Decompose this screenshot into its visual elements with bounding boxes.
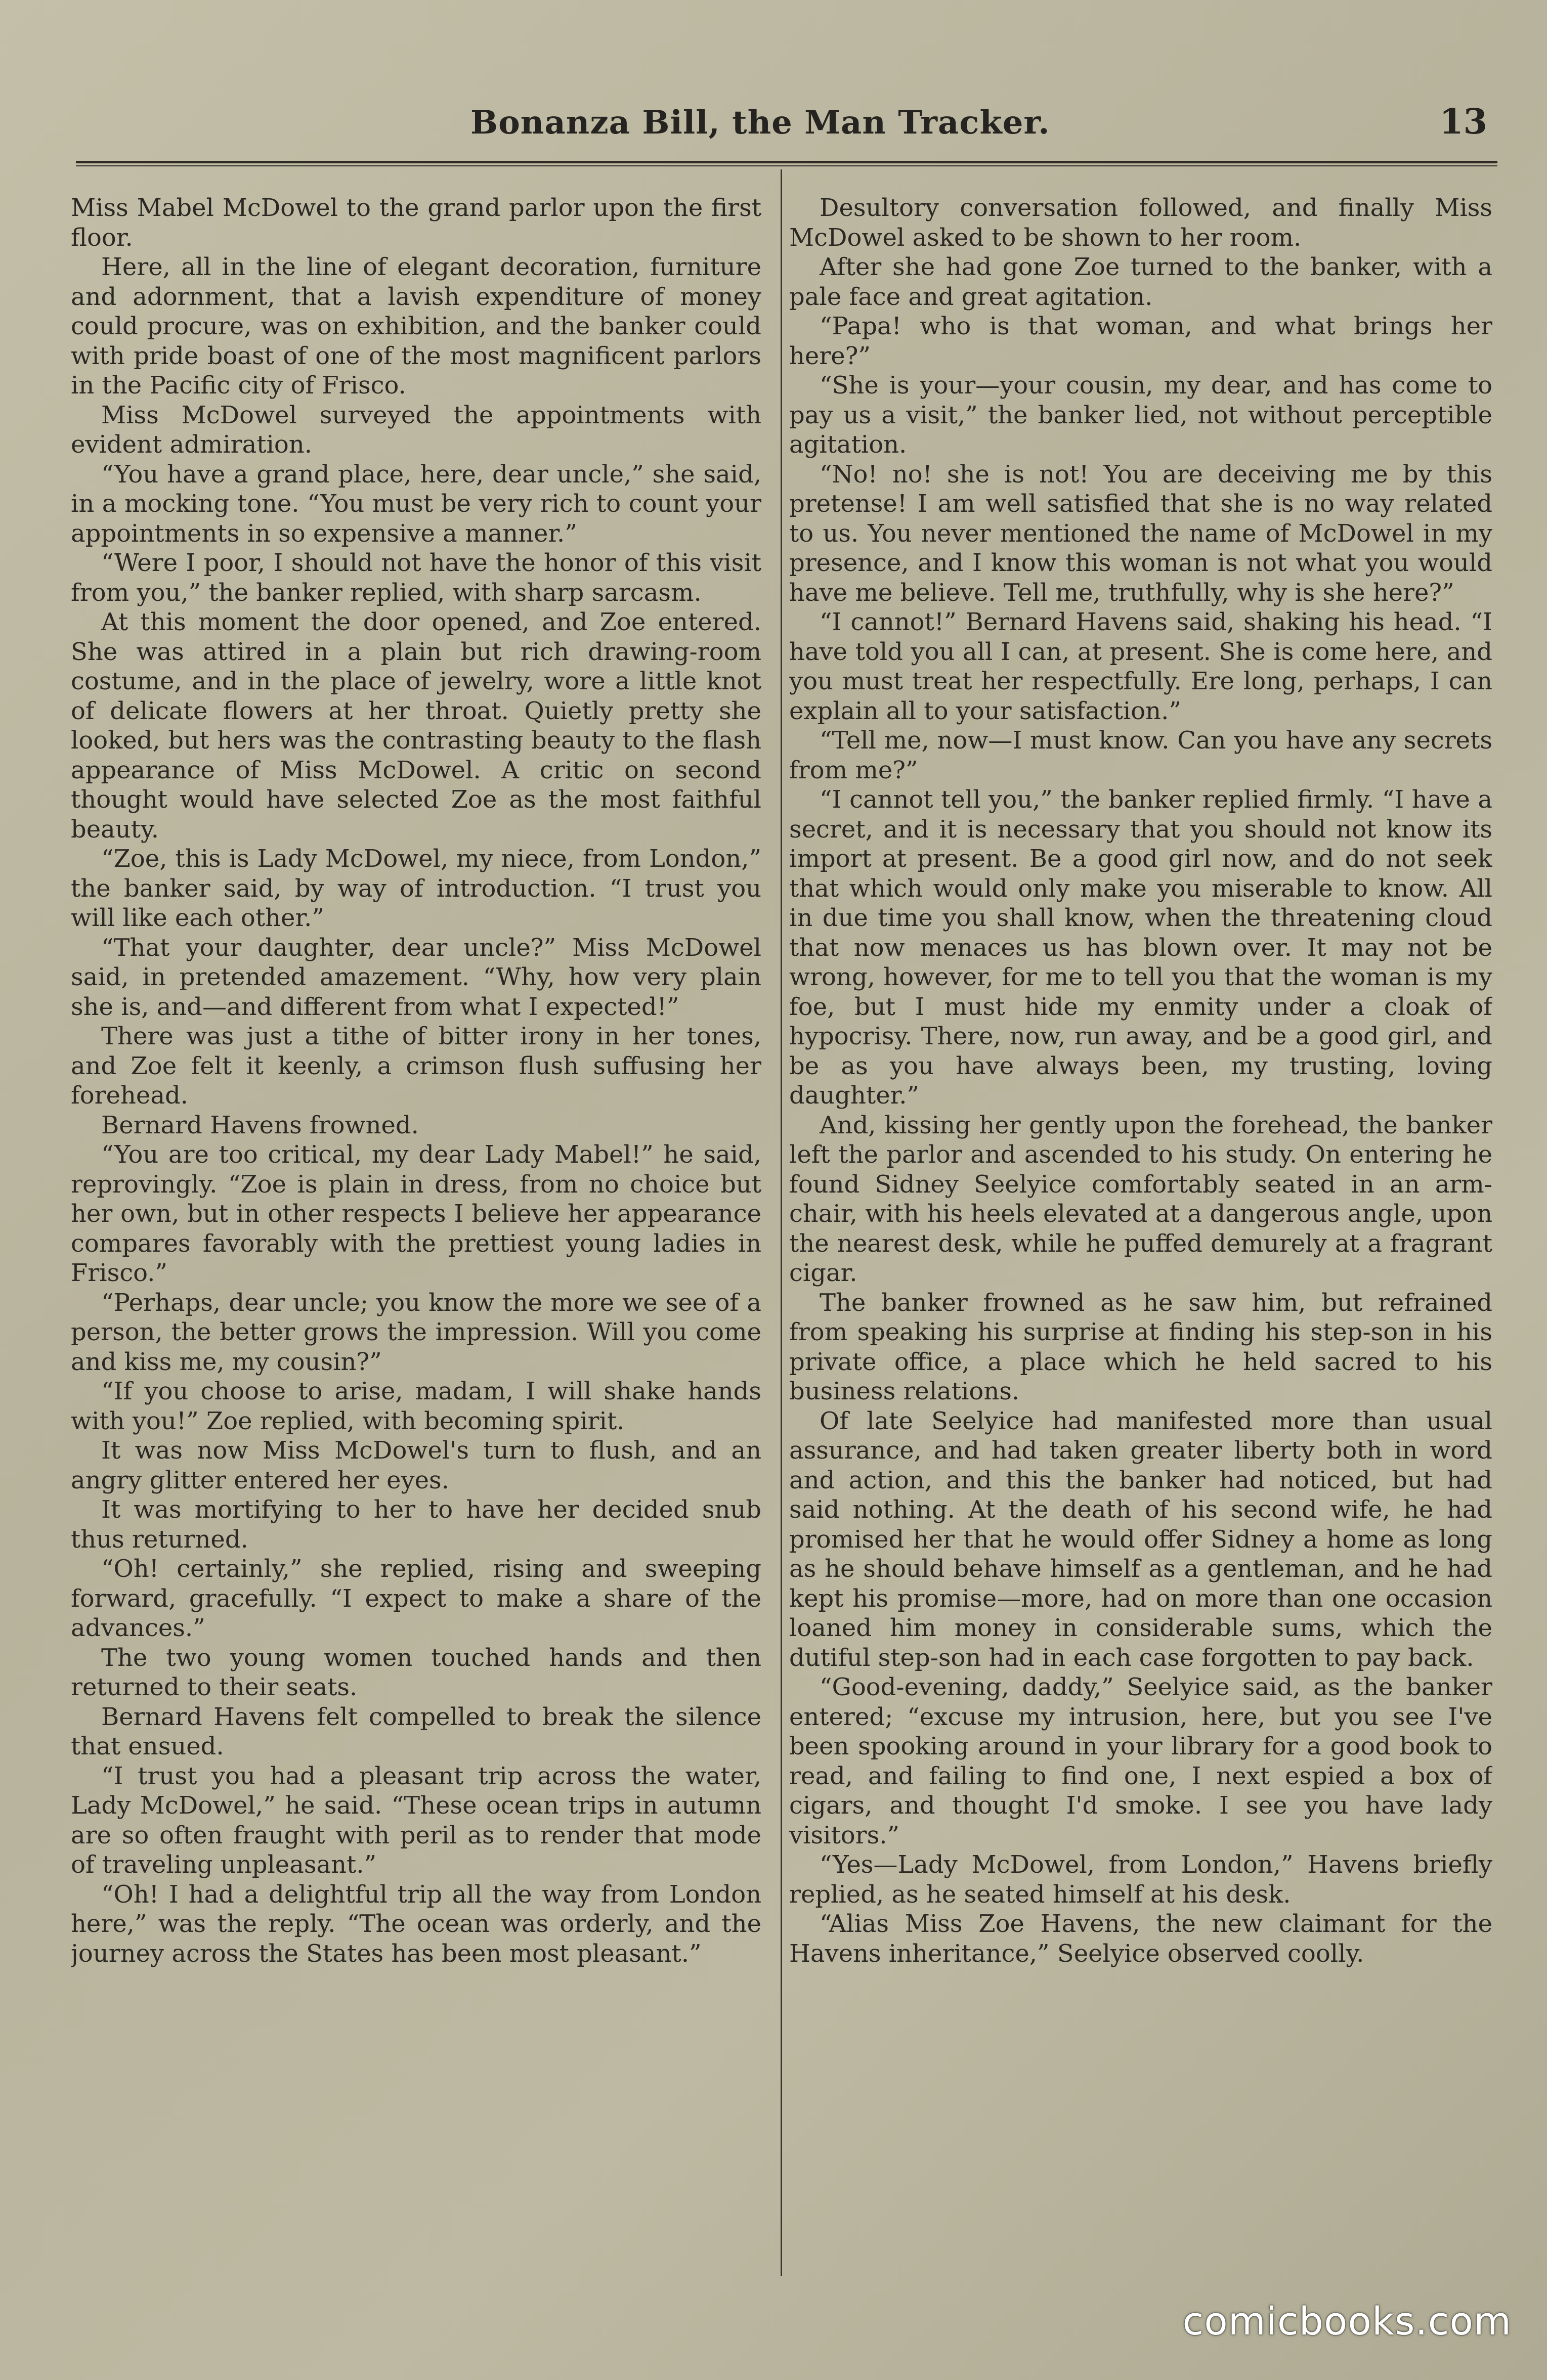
paragraph: Bernard Havens felt compelled to break the silence that ensued.: [71, 1702, 761, 1760]
paragraph: “You have a grand place, here, dear uncle,” she said, in a mocking tone. “You must be very rich to count your appointments in so expensive a manner.”: [71, 460, 761, 548]
column-divider: [781, 169, 782, 2276]
paragraph: After she had gone Zoe turned to the banker, with a pale face and great agitation.: [789, 253, 1492, 311]
paragraph: Of late Seelyice had manifested more than usual assurance, and had taken greater liberty both in word and action, and this the banker had noticed, but had said nothing. At the death of his second wife, he had promised her that he would offer Sidney a home as long as he should behave himself as a gentleman, and he had kept his promise—more, had on more than one occasion loaned him money in considerable sums, which the dutiful step-son had in each case forgotten to pay back.: [789, 1406, 1492, 1672]
paragraph: Miss McDowel surveyed the appointments with evident admiration.: [71, 401, 761, 459]
page-number: 13: [1439, 102, 1487, 142]
page-header: [76, 94, 1497, 149]
paragraph: “Tell me, now—I must know. Can you have any secrets from me?”: [789, 726, 1492, 784]
paragraph: “Oh! I had a delightful trip all the way from London here,” was the reply. “The ocean was orderly, and the journey across the States has been most pleasant.”: [71, 1880, 761, 1968]
header-rule: [76, 161, 1497, 166]
left-column: [71, 193, 761, 2277]
paragraph: It was mortifying to her to have her decided snub thus returned.: [71, 1495, 761, 1554]
paragraph: Miss Mabel McDowel to the grand parlor upon the first floor.: [71, 194, 761, 252]
paragraph: “Yes—Lady McDowel, from London,” Havens briefly replied, as he seated himself at his desk.: [789, 1850, 1492, 1909]
paragraph: Here, all in the line of elegant decoration, furniture and adornment, that a lavish expenditure of money could procure, was on exhibition, and the banker could with pride boast of one of the most magnificent parlors in the Pacific city of Frisco.: [71, 253, 761, 400]
paragraph: “Good-evening, daddy,” Seelyice said, as the banker entered; “excuse my intrusion, here, but you see I've been spooking around in your library for a good book to read, and failing to find one, I next espied a box of cigars, and thought I'd smoke. I see you have lady visitors.”: [789, 1673, 1492, 1849]
paragraph: Desultory conversation followed, and finally Miss McDowel asked to be shown to her room.: [789, 194, 1492, 252]
paragraph: “No! no! she is not! You are deceiving me by this pretense! I am well satisfied that she is no way related to us. You never mentioned the name of McDowel in my presence, and I know this woman is not what you would have me believe. Tell me, truthfully, why is she here?”: [789, 460, 1492, 607]
paragraph: “Papa! who is that woman, and what brings her here?”: [789, 312, 1492, 370]
paragraph: “If you choose to arise, madam, I will shake hands with you!” Zoe replied, with becoming spirit.: [71, 1377, 761, 1435]
paragraph: “I trust you had a pleasant trip across the water, Lady McDowel,” he said. “These ocean trips in autumn are so often fraught with peril as to render that mode of traveling unpleasant.”: [71, 1761, 761, 1879]
paragraph: “I cannot tell you,” the banker replied firmly. “I have a secret, and it is necessary that you should not know its import at present. Be a good girl now, and do not seek that which would only make you miserable to know. All in due time you shall know, when the threatening cloud that now menaces us has blown over. It may not be wrong, however, for me to tell you that the woman is my foe, but I must hide my enmity under a cloak of hypocrisy. There, now, run away, and be a good girl, and be as you have always been, my trusting, loving daughter.”: [789, 785, 1492, 1110]
paragraph: There was just a tithe of bitter irony in her tones, and Zoe felt it keenly, a crimson flush suffusing her forehead.: [71, 1022, 761, 1110]
paragraph: At this moment the door opened, and Zoe entered. She was attired in a plain but rich drawing-room costume, and in the place of jewelry, wore a little knot of delicate flowers at her throat. Quietly pretty she looked, but hers was the contrasting beauty to the flash appearance of Miss McDowel. A critic on second thought would have selected Zoe as the most faithful beauty.: [71, 608, 761, 844]
paragraph: “Zoe, this is Lady McDowel, my niece, from London,” the banker said, by way of introduction. “I trust you will like each other.”: [71, 845, 761, 932]
paragraph: The banker frowned as he saw him, but refrained from speaking his surprise at finding his step-son in his private office, a place which he held sacred to his business relations.: [789, 1288, 1492, 1405]
watermark: comicbooks.com: [1182, 2299, 1512, 2344]
paragraph: “That your daughter, dear uncle?” Miss McDowel said, in pretended amazement. “Why, how very plain she is, and—and different from what I expected!”: [71, 933, 761, 1021]
paragraph: “Alias Miss Zoe Havens, the new claimant for the Havens inheritance,” Seelyice observed coolly.: [789, 1910, 1492, 1968]
paragraph: “I cannot!” Bernard Havens said, shaking his head. “I have told you all I can, at present. She is come here, and you must treat her respectfully. Ere long, perhaps, I can explain all to your satisfaction.”: [789, 608, 1492, 725]
running-title: Bonanza Bill, the Man Tracker.: [470, 104, 1050, 142]
paragraph: The two young women touched hands and then returned to their seats.: [71, 1643, 761, 1701]
paragraph: It was now Miss McDowel's turn to flush, and an angry glitter entered her eyes.: [71, 1436, 761, 1494]
paragraph: Bernard Havens frowned.: [101, 1111, 419, 1139]
paragraph: “She is your—your cousin, my dear, and has come to pay us a visit,” the banker lied, not without perceptible agitation.: [789, 371, 1492, 459]
paragraph: “You are too critical, my dear Lady Mabel!” he said, reprovingly. “Zoe is plain in dress, from no choice but her own, but in other respects I believe her appearance compares favorably with the prettiest young ladies in Frisco.”: [71, 1140, 761, 1287]
paragraph: “Were I poor, I should not have the honor of this visit from you,” the banker replied, with sharp sarcasm.: [71, 549, 761, 607]
paragraph: “Oh! certainly,” she replied, rising and sweeping forward, gracefully. “I expect to make a share of the advances.”: [71, 1555, 761, 1642]
paragraph: “Perhaps, dear uncle; you know the more we see of a person, the better grows the impression. Will you come and kiss me, my cousin?”: [71, 1288, 761, 1376]
paragraph: And, kissing her gently upon the forehead, the banker left the parlor and ascended to his study. On entering he found Sidney Seelyice comfortably seated in an arm-chair, with his heels elevated at a dangerous angle, upon the nearest desk, while he puffed demurely at a fragrant cigar.: [789, 1111, 1492, 1287]
right-column: [789, 193, 1492, 2277]
